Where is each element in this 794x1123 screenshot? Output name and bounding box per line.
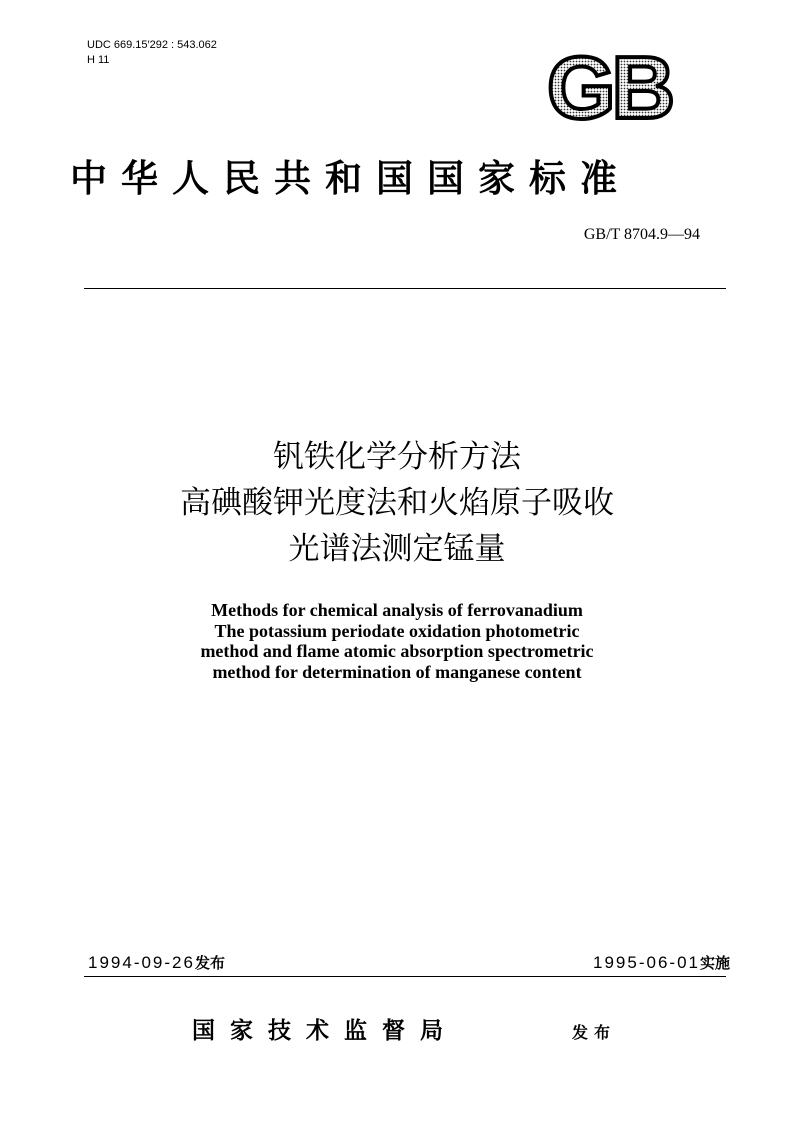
english-title	[0, 600, 794, 682]
english-title-line: method and flame atomic absorption spectrometric	[200, 641, 594, 661]
gb-logo	[536, 48, 682, 124]
national-standard-heading: 中华人民共和国国家标准	[70, 156, 631, 200]
classification-code: H 11	[87, 54, 110, 66]
issued-label: 发布	[194, 954, 225, 972]
issue-word: 发布	[572, 1023, 617, 1042]
effective-label: 实施	[699, 954, 730, 972]
footer-divider	[84, 976, 726, 977]
issued-date: 1994-09-26	[88, 953, 195, 972]
udc-code: UDC 669.15′292 : 543.062	[87, 39, 217, 51]
issued-date-block	[88, 952, 225, 973]
english-title-line: Methods for chemical analysis of ferrovanadium	[211, 600, 583, 620]
header-divider	[84, 288, 726, 289]
english-title-line: The potassium periodate oxidation photometric	[214, 620, 580, 641]
chinese-title-line: 钒铁化学分析方法	[273, 439, 521, 475]
effective-date-block	[520, 952, 730, 973]
issuer-name: 国家技术监督局	[192, 1017, 458, 1044]
chinese-title-line: 光谱法测定锰量	[288, 531, 506, 567]
chinese-title-line: 高碘酸钾光度法和火焰原子吸收	[180, 485, 614, 521]
chinese-title	[0, 434, 794, 572]
english-title-line: method for determination of manganese content	[212, 661, 582, 682]
standard-number: GB/T 8704.9—94	[583, 226, 700, 243]
effective-date: 1995-06-01	[593, 953, 700, 972]
udc-block	[87, 38, 217, 68]
gb-logo-text: GB	[547, 48, 671, 124]
